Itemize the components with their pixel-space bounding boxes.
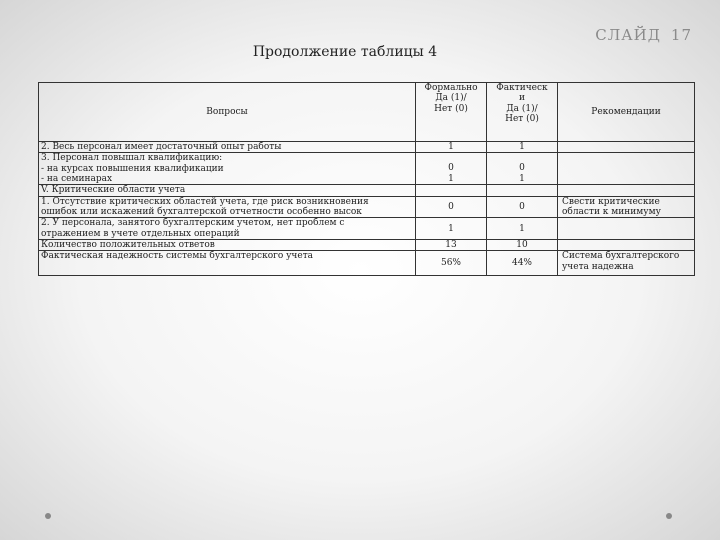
actual-header bbox=[487, 83, 558, 142]
table-row bbox=[39, 196, 695, 218]
header-line: Нет (0) bbox=[505, 114, 539, 125]
question-line: Фактическая надежность системы бухгалтерского учета bbox=[41, 251, 314, 262]
question-line: Количество положительных ответов bbox=[41, 240, 215, 251]
recommendation-cell bbox=[558, 185, 695, 196]
question-cell bbox=[39, 240, 416, 251]
actual-cell bbox=[487, 185, 558, 196]
value: 0 bbox=[448, 163, 454, 174]
recommendation-cell bbox=[558, 153, 695, 185]
slide-word: СЛАЙД bbox=[595, 26, 661, 44]
value: 1 bbox=[519, 173, 525, 184]
question-line: - на семинарах bbox=[41, 174, 113, 185]
slide-number: 17 bbox=[670, 26, 692, 44]
header-line: Фактическ bbox=[496, 83, 548, 93]
recommendation-cell bbox=[558, 240, 695, 251]
recommendation-cell bbox=[558, 196, 695, 218]
value: 1 bbox=[519, 142, 525, 152]
question-line: 3. Персонал повышал квалификацию: bbox=[41, 153, 223, 164]
question-line: ошибок или искажений бухгалтерской отчетности особенно высок bbox=[41, 207, 362, 218]
page-title: Продолжение таблицы 4 bbox=[252, 44, 438, 60]
header-line: Да (1)/ bbox=[506, 103, 538, 114]
actual-cell: 10 bbox=[487, 240, 558, 251]
recommendation-cell bbox=[558, 251, 695, 276]
formal-header bbox=[416, 83, 487, 142]
question-cell bbox=[39, 196, 416, 218]
question-cell bbox=[39, 142, 416, 153]
slide-number-label bbox=[595, 26, 692, 44]
question-cell bbox=[39, 153, 416, 185]
actual-cell bbox=[487, 142, 558, 153]
recommendation-cell bbox=[558, 142, 695, 153]
value: 0 bbox=[519, 163, 525, 174]
results-table bbox=[38, 82, 695, 276]
corner-dot-decoration bbox=[666, 513, 672, 519]
questions-header: Вопросы bbox=[39, 83, 416, 142]
question-cell bbox=[39, 251, 416, 276]
table-row bbox=[39, 218, 695, 240]
recommendation-cell bbox=[558, 218, 695, 240]
recommendation-line: учета надежна bbox=[562, 261, 634, 272]
recommendations-header: Рекомендации bbox=[558, 83, 695, 142]
header-line: Да (1)/ bbox=[435, 93, 467, 104]
formal-cell: 56% bbox=[416, 251, 487, 276]
question-line: 2. У персонала, занятого бухгалтерским учетом, нет проблем с bbox=[41, 218, 345, 229]
header-line: Нет (0) bbox=[434, 103, 468, 114]
header-line: Формально bbox=[424, 83, 478, 93]
question-line: 2. Весь персонал имеет достаточный опыт работы bbox=[41, 142, 282, 152]
actual-cell: 0 bbox=[487, 196, 558, 218]
table-header-row bbox=[39, 83, 695, 142]
value: 1 bbox=[448, 142, 454, 152]
formal-cell: 1 bbox=[416, 218, 487, 240]
table-row bbox=[39, 251, 695, 276]
header-line: и bbox=[519, 93, 525, 104]
actual-cell: 44% bbox=[487, 251, 558, 276]
formal-cell: 0 bbox=[416, 196, 487, 218]
spacer bbox=[418, 153, 484, 163]
recommendation-line: Система бухгалтерского bbox=[562, 251, 680, 262]
formal-cell bbox=[416, 185, 487, 196]
question-line: 1. Отсутствие критических областей учета, где риск возникновения bbox=[41, 196, 369, 207]
formal-cell: 13 bbox=[416, 240, 487, 251]
question-cell bbox=[39, 218, 416, 240]
question-line: - на курсах повышения квалификации bbox=[41, 163, 224, 174]
value: 1 bbox=[448, 173, 454, 184]
table-row bbox=[39, 185, 695, 196]
formal-cell bbox=[416, 142, 487, 153]
recommendation-line: Свести критические bbox=[562, 196, 660, 207]
actual-cell: 1 bbox=[487, 218, 558, 240]
recommendation-line: области к минимуму bbox=[562, 207, 661, 218]
question-line: V. Критические области учета bbox=[41, 185, 186, 196]
actual-cell bbox=[487, 153, 558, 185]
table-row bbox=[39, 240, 695, 251]
question-line: отражением в учете отдельных операций bbox=[41, 228, 240, 239]
table-row bbox=[39, 142, 695, 153]
question-cell bbox=[39, 185, 416, 196]
formal-cell bbox=[416, 153, 487, 185]
spacer bbox=[489, 153, 555, 163]
table-row bbox=[39, 153, 695, 185]
corner-dot-decoration bbox=[45, 513, 51, 519]
